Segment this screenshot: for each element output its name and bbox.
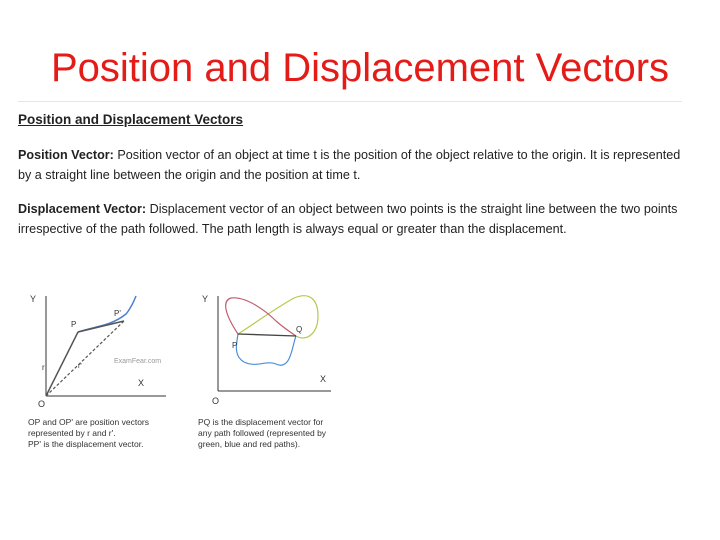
point-q-label: Q bbox=[296, 325, 303, 334]
x-axis-label: X bbox=[138, 378, 145, 388]
y-axis-label: Y bbox=[30, 294, 37, 304]
content-image bbox=[18, 101, 682, 461]
position-vector-term: Position Vector: bbox=[18, 148, 114, 162]
point-p-prime-label: P' bbox=[114, 309, 121, 318]
point-p-label: P bbox=[232, 341, 238, 350]
point-p-label: P bbox=[71, 320, 77, 329]
caption-line: OP and OP' are position vectors bbox=[28, 417, 150, 427]
x-axis-label: X bbox=[320, 374, 327, 384]
displacement-vector-diagram bbox=[196, 286, 356, 416]
origin-label: O bbox=[38, 399, 46, 409]
figure1-caption bbox=[28, 417, 178, 450]
vector-r-prime bbox=[46, 321, 124, 396]
watermark: ExamFear.com bbox=[114, 358, 162, 365]
caption-line: represented by r and r'. bbox=[28, 428, 116, 438]
trajectory-path bbox=[78, 296, 136, 332]
caption-line: PP' is the displacement vector. bbox=[28, 439, 144, 449]
caption-line: any path followed (represented by bbox=[198, 428, 327, 438]
vector-r-label: r bbox=[42, 363, 45, 372]
figure2-caption bbox=[198, 417, 358, 450]
origin-label: O bbox=[212, 396, 220, 406]
displacement-pq bbox=[238, 334, 296, 336]
vector-r-prime-label: r' bbox=[78, 363, 82, 370]
position-vector-text: Position vector of an object at time t is the position of the object relative to the origin. It is represented by a straight line between the origin and the position at time t. bbox=[18, 148, 681, 182]
position-vector-diagram bbox=[26, 286, 186, 416]
slide-title: Position and Displacement Vectors bbox=[50, 46, 670, 90]
y-axis-label: Y bbox=[202, 294, 209, 304]
blue-path bbox=[236, 334, 296, 365]
vector-r bbox=[46, 332, 78, 396]
displacement-vector-term: Displacement Vector: bbox=[18, 202, 147, 216]
caption-line: green, blue and red paths). bbox=[198, 439, 301, 449]
divider bbox=[18, 101, 682, 102]
content-heading: Position and Displacement Vectors bbox=[18, 112, 244, 127]
displacement-vector-paragraph bbox=[18, 199, 682, 239]
displacement-pp-prime bbox=[78, 321, 124, 332]
caption-line: PQ is the displacement vector for bbox=[198, 417, 324, 427]
displacement-vector-text: Displacement vector of an object between two points is the straight line between the two points irrespective of the path followed. The path length is always equal or greater than the displacement. bbox=[18, 202, 678, 236]
position-vector-paragraph bbox=[18, 145, 682, 185]
